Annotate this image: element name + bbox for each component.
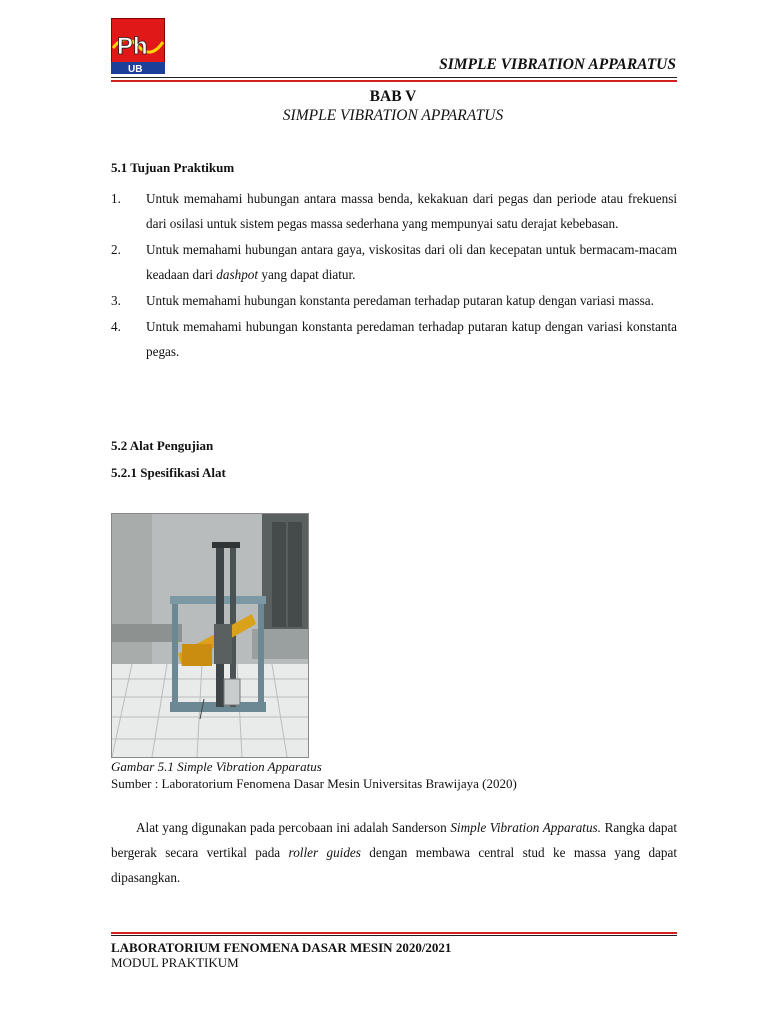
list-number: 2. <box>111 242 121 257</box>
section-heading-alat: 5.2 Alat Pengujian <box>111 438 214 453</box>
list-text: Untuk memahami hubungan antara massa benda, kekakuan dari pegas dan periode atau frekuensi dari osilasi untuk sistem pegas massa sederhana yang mempunyai satu derajat kebebasan. <box>146 191 677 231</box>
list-number: 4. <box>111 319 121 334</box>
list-item <box>111 288 677 313</box>
logo-text: Ph <box>117 33 148 60</box>
figure-caption: Gambar 5.1 Simple Vibration Apparatus <box>111 759 322 774</box>
chapter-label: BAB V <box>369 88 417 105</box>
header-rule-red <box>111 80 677 82</box>
apparatus-photo <box>111 513 309 758</box>
italic-term: dashpot <box>216 267 259 282</box>
italic-term: Simple Vibration Apparatus. <box>450 820 601 835</box>
header-rule <box>111 77 677 78</box>
running-header: SIMPLE VIBRATION APPARATUS <box>439 56 676 73</box>
ub-logo <box>111 18 165 74</box>
chapter-title: SIMPLE VIBRATION APPARATUS <box>282 107 504 124</box>
footer-rule-red <box>111 932 677 934</box>
list-number: 1. <box>111 191 121 206</box>
list-item <box>111 186 677 236</box>
objectives-list <box>111 186 677 365</box>
list-item <box>111 237 677 287</box>
list-item <box>111 314 677 364</box>
footer-rule <box>111 935 677 936</box>
footer-module: MODUL PRAKTIKUM <box>111 955 239 970</box>
logo-sub-text: UB <box>128 64 143 74</box>
figure-source: Sumber : Laboratorium Fenomena Dasar Mesin Universitas Brawijaya (2020) <box>111 776 517 791</box>
list-text: Untuk memahami hubungan antara gaya, viskositas dari oli dan kecepatan untuk bermacam-macam keadaan dari dashpot yang dapat diatur. <box>146 242 677 282</box>
body-paragraph: Alat yang digunakan pada percobaan ini adalah Sanderson Simple Vibration Apparatus. Rangka dapat bergerak secara vertikal pada roller guides dengan membawa central stud ke massa yang dapat dipasangkan. <box>111 820 678 885</box>
list-text: Untuk memahami hubungan konstanta peredaman terhadap putaran katup dengan variasi massa. <box>146 293 654 308</box>
italic-term: roller guides <box>288 845 361 860</box>
list-number: 3. <box>111 293 121 308</box>
subsection-heading-spesifikasi: 5.2.1 Spesifikasi Alat <box>111 465 226 480</box>
list-text: Untuk memahami hubungan konstanta peredaman terhadap putaran katup dengan variasi konstanta pegas. <box>146 319 677 359</box>
footer-lab-name: LABORATORIUM FENOMENA DASAR MESIN 2020/2021 <box>111 940 452 955</box>
section-heading-tujuan: 5.1 Tujuan Praktikum <box>111 160 235 175</box>
